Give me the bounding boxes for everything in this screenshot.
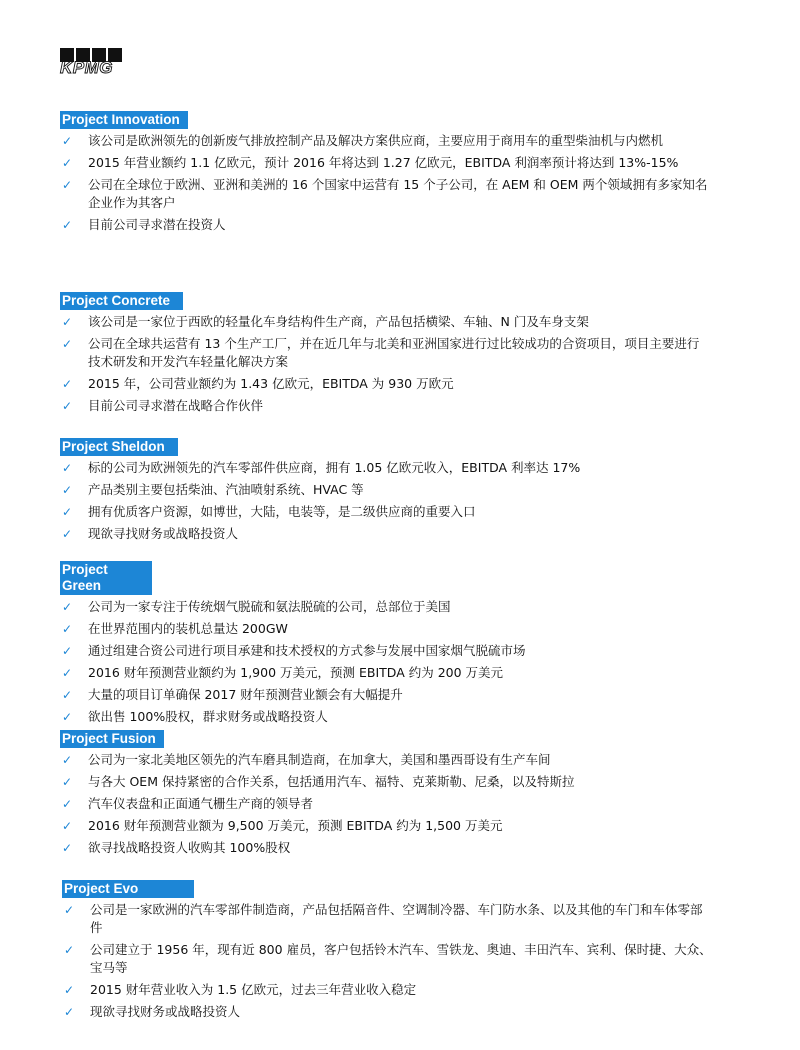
section-title: Project Sheldon [60, 438, 178, 456]
bullet-list [62, 901, 712, 1021]
check-icon: ✓ [61, 218, 73, 232]
list-item: ✓ 通过组建合资公司进行项目承建和技术授权的方式参与发展中国家烟气脱硫市场 [61, 643, 526, 658]
section-title: Project Evo [62, 880, 194, 898]
check-icon: ✓ [61, 156, 73, 170]
check-icon: ✓ [61, 505, 73, 519]
list-item: ✓ 现欲寻找财务或战略投资人 [61, 526, 239, 541]
section-title: Project Green [60, 561, 152, 595]
list-item: ✓ 2015 年营业额约 1.1 亿欧元，预计 2016 年将达到 1.27 亿欧元，EBITDA 利润率预计将达到 13%-15% [61, 155, 679, 170]
check-icon: ✓ [61, 461, 73, 475]
check-icon: ✓ [63, 1005, 75, 1019]
list-item: ✓ 汽车仪表盘和正面通气栅生产商的领导者 [61, 796, 314, 811]
check-icon: ✓ [61, 315, 73, 329]
check-icon: ✓ [61, 819, 73, 833]
check-icon: ✓ [61, 483, 73, 497]
bullet-list [60, 459, 710, 543]
bullet-list [60, 598, 710, 726]
section-title: Project Innovation [60, 111, 188, 129]
section-project-green [60, 561, 710, 730]
list-item: ✓ 标的公司为欧洲领先的汽车零部件供应商，拥有 1.05 亿欧元收入，EBITDA 利率达 17% [61, 460, 581, 475]
list-item: ✓ 目前公司寻求潜在战略合作伙伴 [61, 398, 264, 413]
list-item: ✓ 2016 财年预测营业额约为 1,900 万美元，预测 EBITDA 约为 200 万美元 [61, 665, 504, 680]
check-icon: ✓ [61, 527, 73, 541]
list-item: ✓ 公司在全球位于欧洲、亚洲和美洲的 16 个国家中运营有 15 个子公司，在 AEM 和 OEM 两个领域拥有多家知名企业作为其客户 [61, 177, 708, 210]
check-icon: ✓ [61, 178, 73, 192]
section-project-innovation [60, 109, 710, 238]
list-item: ✓ 现欲寻找财务或战略投资人 [63, 1004, 241, 1019]
check-icon: ✓ [61, 337, 73, 351]
check-icon: ✓ [61, 688, 73, 702]
section-project-sheldon [60, 436, 710, 547]
list-item: ✓ 产品类别主要包括柴油、汽油喷射系统、HVAC 等 [61, 482, 364, 497]
list-item: ✓ 2015 年，公司营业额约为 1.43 亿欧元，EBITDA 为 930 万欧元 [61, 376, 454, 391]
check-icon: ✓ [61, 377, 73, 391]
check-icon: ✓ [61, 841, 73, 855]
list-item: ✓ 欲寻找战略投资人收购其 100%股权 [61, 840, 291, 855]
bullet-list [60, 313, 710, 415]
check-icon: ✓ [61, 644, 73, 658]
check-icon: ✓ [61, 600, 73, 614]
list-item: ✓ 大量的项目订单确保 2017 财年预测营业额会有大幅提升 [61, 687, 403, 702]
section-project-fusion [60, 728, 710, 861]
check-icon: ✓ [61, 753, 73, 767]
list-item: ✓ 在世界范围内的装机总量达 200GW [61, 621, 288, 636]
check-icon: ✓ [61, 775, 73, 789]
section-project-evo [62, 878, 712, 1025]
check-icon: ✓ [61, 797, 73, 811]
check-icon: ✓ [63, 943, 75, 957]
check-icon: ✓ [61, 710, 73, 724]
check-icon: ✓ [61, 134, 73, 148]
check-icon: ✓ [61, 666, 73, 680]
list-item: ✓ 该公司是一家位于西欧的轻量化车身结构件生产商，产品包括横梁、车轴、N 门及车身支架 [61, 314, 589, 329]
logo-wordmark: KPMG [60, 58, 113, 77]
list-item: ✓ 2015 财年营业收入为 1.5 亿欧元，过去三年营业收入稳定 [63, 982, 417, 997]
section-title: Project Fusion [60, 730, 164, 748]
list-item: ✓ 公司建立于 1956 年，现有近 800 雇员，客户包括铃木汽车、雪铁龙、奥迪、丰田汽车、宾利、保时捷、大众、宝马等 [63, 942, 712, 975]
list-item: ✓ 公司在全球共运营有 13 个生产工厂，并在近几年与北美和亚洲国家进行过比较成功的合资项目，项目主要进行技术研发和开发汽车轻量化解决方案 [61, 336, 700, 369]
list-item: ✓ 拥有优质客户资源，如博世，大陆，电装等，是二级供应商的重要入口 [61, 504, 476, 519]
check-icon: ✓ [61, 622, 73, 636]
section-project-concrete [60, 290, 710, 419]
bullet-list [60, 751, 710, 857]
list-item: ✓ 与各大 OEM 保持紧密的合作关系，包括通用汽车、福特、克莱斯勒、尼桑，以及特斯拉 [61, 774, 575, 789]
check-icon: ✓ [63, 983, 75, 997]
list-item: ✓ 2016 财年预测营业额为 9,500 万美元，预测 EBITDA 约为 1,500 万美元 [61, 818, 503, 833]
list-item: ✓ 目前公司寻求潜在投资人 [61, 217, 226, 232]
check-icon: ✓ [61, 399, 73, 413]
kpmg-logo [60, 48, 122, 78]
list-item: ✓ 公司为一家北美地区领先的汽车磨具制造商，在加拿大，美国和墨西哥设有生产车间 [61, 752, 551, 767]
bullet-list [60, 132, 710, 234]
list-item: ✓ 公司是一家欧洲的汽车零部件制造商，产品包括隔音件、空调制冷器、车门防水条、以及其他的车门和车体零部件 [63, 902, 703, 935]
list-item: ✓ 该公司是欧洲领先的创新废气排放控制产品及解决方案供应商，主要应用于商用车的重型柴油机与内燃机 [61, 133, 664, 148]
list-item: ✓ 欲出售 100%股权，群求财务或战略投资人 [61, 709, 328, 724]
check-icon: ✓ [63, 903, 75, 917]
list-item: ✓ 公司为一家专注于传统烟气脱硫和氨法脱硫的公司，总部位于美国 [61, 599, 451, 614]
section-title: Project Concrete [60, 292, 183, 310]
